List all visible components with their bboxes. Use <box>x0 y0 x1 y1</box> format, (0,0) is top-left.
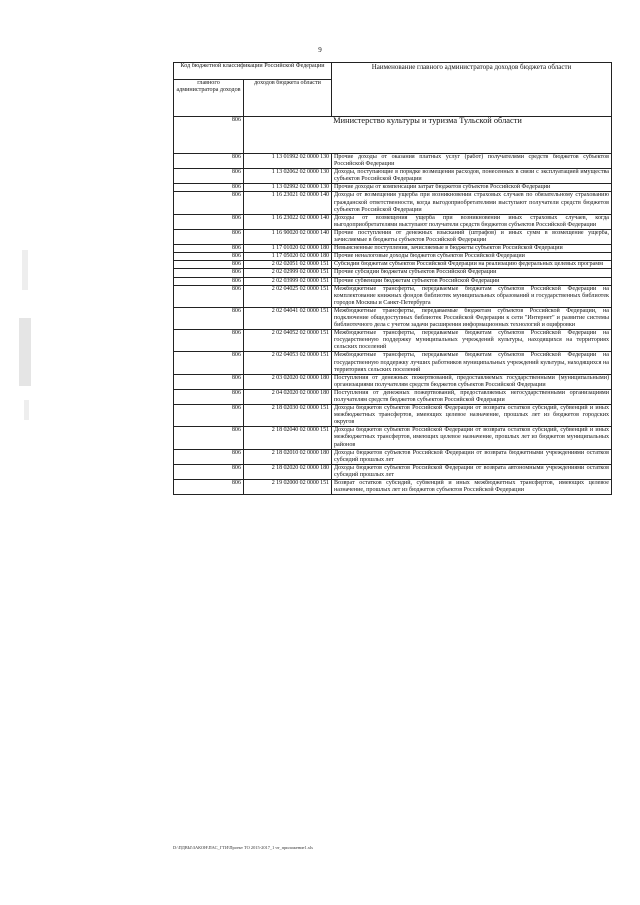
table-row <box>174 405 612 427</box>
table-row <box>174 184 612 192</box>
revenue-code: 1 17 01020 02 0000 180 <box>244 245 332 253</box>
agency-code: 806 <box>174 427 244 449</box>
revenue-description: Прочие поступления от денежных взысканий (штрафов) и иных сумм в возмещение ущерба, зачисляемые в бюджеты субъектов Российской Федерации <box>332 229 612 244</box>
file-path-footer: D:\ПДВЫ\ЗАКОН\ПАС_ГТИ\Проект ТО 2015-2017_1 чт_приложение1.xls <box>173 845 313 850</box>
revenue-description: Доходы бюджетов субъектов Российской Федерации от возврата бюджетными учреждениями остатков субсидий прошлых лет <box>332 449 612 464</box>
table-row <box>174 169 612 184</box>
agency-code: 806 <box>174 184 244 192</box>
agency-code: 806 <box>174 277 244 285</box>
revenue-description: Поступления от денежных пожертвований, предоставляемых негосударственными организациями получателям средств бюджетов субъектов Российской Федерации <box>332 389 612 404</box>
revenue-code: 2 19 02000 02 0000 151 <box>244 480 332 495</box>
kbk-header: Код бюджетной классификации Российской Федерации <box>174 63 332 80</box>
scan-artifact <box>19 318 31 386</box>
agency-code: 806 <box>174 253 244 261</box>
revenue-description: Доходы бюджетов субъектов Российской Федерации от возврата остатков субсидий, субвенций и иных межбюджетных трансфертов, имеющих целевое назначение, прошлых лет из бюджетов городских округов <box>332 405 612 427</box>
table-row <box>174 277 612 285</box>
table-row <box>174 214 612 229</box>
revenue-description: Прочие неналоговые доходы бюджетов субъектов Российской Федерации <box>332 253 612 261</box>
revenue-code: 1 13 02062 02 0000 130 <box>244 169 332 184</box>
name-header: Наименование главного администратора доходов бюджета области <box>332 63 612 117</box>
revenue-col-header: доходов бюджета области <box>244 80 332 117</box>
agency-code: 806 <box>174 480 244 495</box>
revenue-description: Прочие доходы от оказания платных услуг (работ) получателями средств бюджетов субъектов Российской Федерации <box>332 154 612 169</box>
revenue-description: Межбюджетные трансферты, передаваемые бюджетам субъектов Российской Федерации, на подключение общедоступных библиотек Российской Федерации к сети "Интернет" и развитие системы библиотечного дела с учетом задачи расширения информационных технологий и оцифровки <box>332 307 612 329</box>
revenue-code: 2 18 02010 02 0000 180 <box>244 449 332 464</box>
table-row <box>174 192 612 214</box>
revenue-code: 1 17 05020 02 0000 180 <box>244 253 332 261</box>
agency-code: 806 <box>174 352 244 374</box>
revenue-code: 2 18 02040 02 0000 151 <box>244 427 332 449</box>
revenue-code: 2 02 04041 02 0000 151 <box>244 307 332 329</box>
table-row <box>174 269 612 277</box>
revenue-code: 2 04 02020 02 0000 180 <box>244 389 332 404</box>
revenue-code: 2 02 04052 02 0000 151 <box>244 330 332 352</box>
table-row <box>174 154 612 169</box>
revenue-table <box>173 62 612 495</box>
table-header-row <box>174 63 612 80</box>
revenue-code: 2 03 02020 02 0000 180 <box>244 374 332 389</box>
table-row <box>174 330 612 352</box>
revenue-code: 1 16 90020 02 0000 140 <box>244 229 332 244</box>
revenue-code: 1 13 02992 02 0000 130 <box>244 184 332 192</box>
page-number: 9 <box>318 46 322 54</box>
agency-code: 806 <box>174 214 244 229</box>
revenue-description: Межбюджетные трансферты, передаваемые бюджетам субъектов Российской Федерации на государственную поддержку муниципальных учреждений культуры, находящихся на территориях сельских поселений <box>332 330 612 352</box>
revenue-description: Прочие доходы от компенсации затрат бюджетов субъектов Российской Федерации <box>332 184 612 192</box>
agency-code: 806 <box>174 449 244 464</box>
agency-code: 806 <box>174 307 244 329</box>
revenue-description: Доходы от возмещения ущерба при возникновении иных страховых случаев, когда выгодоприобретателями выступают получатели средств бюджетов субъектов Российской Федерации <box>332 214 612 229</box>
scan-artifact <box>22 250 28 290</box>
section-row <box>174 117 612 154</box>
table-row <box>174 307 612 329</box>
revenue-description: Доходы, поступающие в порядке возмещения расходов, понесенных в связи с эксплуатацией имущества субъектов Российской Федерации <box>332 169 612 184</box>
table-row <box>174 464 612 479</box>
revenue-description: Доходы бюджетов субъектов Российской Федерации от возврата автономными учреждениями остатков субсидий прошлых лет <box>332 464 612 479</box>
revenue-description: Субсидии бюджетам субъектов Российской Федерации на реализацию федеральных целевых программ <box>332 261 612 269</box>
agency-code: 806 <box>174 330 244 352</box>
agency-code: 806 <box>174 154 244 169</box>
table-row <box>174 352 612 374</box>
table-row <box>174 245 612 253</box>
revenue-code: 2 02 04053 02 0000 151 <box>244 352 332 374</box>
admin-col-header: главного администратора доходов <box>174 80 244 117</box>
agency-code: 806 <box>174 374 244 389</box>
revenue-description: Прочие субсидии бюджетам субъектов Российской Федерации <box>332 269 612 277</box>
agency-code: 806 <box>174 192 244 214</box>
agency-code: 806 <box>174 464 244 479</box>
revenue-description: Прочие субвенции бюджетам субъектов Российской Федерации <box>332 277 612 285</box>
table-row <box>174 449 612 464</box>
revenue-code: 1 13 01992 02 0000 130 <box>244 154 332 169</box>
table-row <box>174 285 612 307</box>
revenue-code: 2 02 02051 02 0000 151 <box>244 261 332 269</box>
section-title: Министерство культуры и туризма Тульской области <box>244 117 612 154</box>
revenue-description: Доходы от возмещения ущерба при возникновении страховых случаев по обязательному страхованию гражданской ответственности, когда выгодоприобретателями выступают получатели средств бюджетов субъектов Российской Федерации <box>332 192 612 214</box>
agency-code: 806 <box>174 229 244 244</box>
table-row <box>174 374 612 389</box>
table-row <box>174 253 612 261</box>
agency-code: 806 <box>174 405 244 427</box>
revenue-code: 2 02 04025 02 0000 151 <box>244 285 332 307</box>
revenue-code: 2 02 02999 02 0000 151 <box>244 269 332 277</box>
table-row <box>174 389 612 404</box>
table-row <box>174 229 612 244</box>
agency-code: 806 <box>174 389 244 404</box>
scan-artifact <box>24 400 29 420</box>
revenue-code: 2 02 03999 02 0000 151 <box>244 277 332 285</box>
revenue-code: 2 18 02020 02 0000 180 <box>244 464 332 479</box>
revenue-description: Межбюджетные трансферты, передаваемые бюджетам субъектов Российской Федерации на государственную поддержку лучших работников муниципальных учреждений культуры, находящихся на территориях сельских поселений <box>332 352 612 374</box>
table-row <box>174 427 612 449</box>
agency-code: 806 <box>174 169 244 184</box>
revenue-description: Возврат остатков субсидий, субвенций и иных межбюджетных трансфертов, имеющих целевое назначение, прошлых лет из бюджетов субъектов Российской Федерации <box>332 480 612 495</box>
revenue-description: Доходы бюджетов субъектов Российской Федерации от возврата остатков субсидий, субвенций и иных межбюджетных трансфертов, имеющих целевое назначение, прошлых лет из бюджетов муниципальных районов <box>332 427 612 449</box>
table-row <box>174 261 612 269</box>
revenue-description: Межбюджетные трансферты, передаваемые бюджетам субъектов Российской Федерации на комплектование книжных фондов библиотек муниципальных образований и государственных библиотек городов Москвы и Санкт-Петербурга <box>332 285 612 307</box>
agency-code: 806 <box>174 269 244 277</box>
revenue-code: 1 16 23021 02 0000 140 <box>244 192 332 214</box>
agency-code: 806 <box>174 261 244 269</box>
revenue-description: Поступления от денежных пожертвований, предоставляемых государственными (муниципальными) организациями получателям средств бюджетов субъектов Российской Федерации <box>332 374 612 389</box>
revenue-description: Невыясненные поступления, зачисляемые в бюджеты субъектов Российской Федерации <box>332 245 612 253</box>
table-row <box>174 480 612 495</box>
revenue-code: 2 18 02030 02 0000 151 <box>244 405 332 427</box>
revenue-code: 1 16 23022 02 0000 140 <box>244 214 332 229</box>
section-agency-code: 806 <box>174 117 244 154</box>
agency-code: 806 <box>174 245 244 253</box>
agency-code: 806 <box>174 285 244 307</box>
